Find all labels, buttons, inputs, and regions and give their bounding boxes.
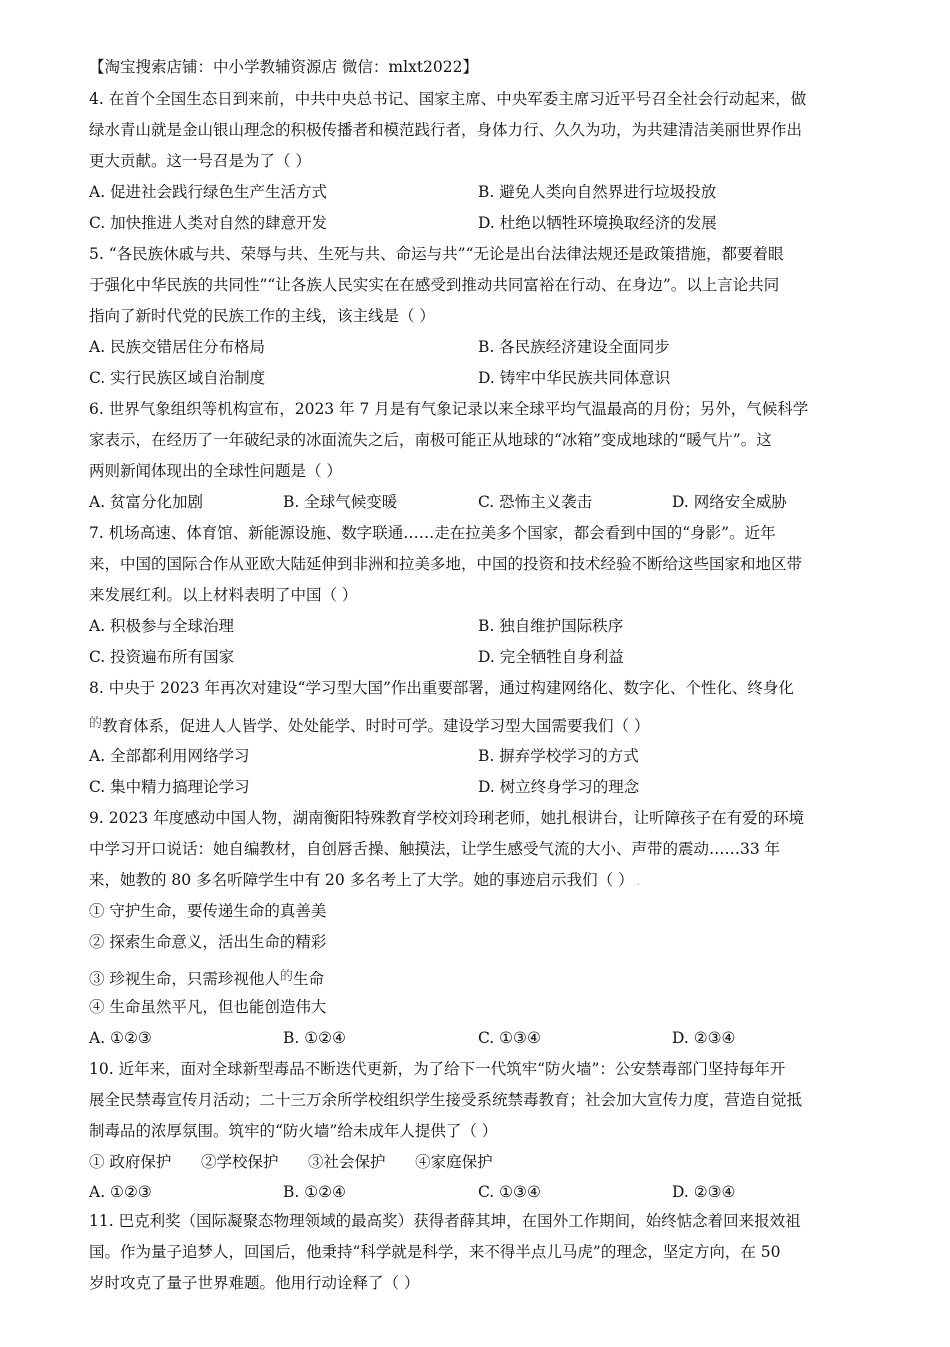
question-line: 更大贡献。这一号召是为了（ ） xyxy=(89,152,311,170)
question-line: 中学习开口说话：她自编教材，自创唇舌操、触摸法，让学生感受气流的大小、声带的震动……33 年 xyxy=(89,840,781,858)
option-d: D. 铸牢中华民族共同体意识 xyxy=(478,369,671,387)
question-4 xyxy=(89,84,861,239)
option-c: C. 恐怖主义袭击 xyxy=(478,493,593,511)
question-line-text: 来，她教的 80 多名听障学生中有 20 多名考上了大学。她的事迹启示我们（ ） xyxy=(89,871,634,889)
question-line: 11. 巴克利奖（国际凝聚态物理领域的最高奖）获得者薛其坤，在国外工作期间，始终惦念着回来报效祖 xyxy=(89,1212,801,1230)
question-10 xyxy=(89,1054,861,1206)
option-c: C. ①③④ xyxy=(478,1029,541,1047)
question-8 xyxy=(89,673,861,803)
option-c: C. 集中精力搞理论学习 xyxy=(89,778,250,796)
statement-2: ② 探索生命意义，活出生命的精彩 xyxy=(89,933,327,951)
stray-dot: . xyxy=(633,877,640,888)
question-line: 制毒品的浓厚氛围。筑牢的“防火墙”给未成年人提供了（ ） xyxy=(89,1122,498,1140)
option-b: B. 独自维护国际秩序 xyxy=(478,617,624,635)
question-line: 4. 在首个全国生态日到来前，中共中央总书记、国家主席、中央军委主席习近平号召全社会行动起来，做 xyxy=(89,90,807,108)
statement-4: ④ 生命虽然平凡，但也能创造伟大 xyxy=(89,998,327,1016)
option-a: A. 促进社会践行绿色生产生活方式 xyxy=(89,183,328,201)
option-d: D. ②③④ xyxy=(672,1029,736,1047)
option-a: A. 积极参与全球治理 xyxy=(89,617,235,635)
option-b: B. ①②④ xyxy=(283,1029,346,1047)
option-b: B. 全球气候变暖 xyxy=(283,493,398,511)
option-d: D. 树立终身学习的理念 xyxy=(478,778,640,796)
question-11 xyxy=(89,1206,861,1299)
option-d: D. ②③④ xyxy=(672,1183,736,1201)
question-7 xyxy=(89,518,861,673)
question-line: 9. 2023 年度感动中国人物，湖南衡阳特殊教育学校刘玲琍老师，她扎根讲台，让听障孩子在有爱的环境 xyxy=(89,809,805,827)
question-line-with-stray xyxy=(89,704,861,741)
statement-1: ① 守护生命，要传递生命的真善美 xyxy=(89,902,327,920)
options-row xyxy=(89,177,861,208)
page-header: 【淘宝搜索店铺：中小学教辅资源店 微信：mlxt2022】 xyxy=(89,58,479,76)
question-line: 岁时攻克了量子世界难题。他用行动诠释了（ ） xyxy=(89,1274,420,1292)
question-line: 国。作为量子追梦人，回国后，他秉持“科学就是科学，来不得半点儿马虎”的理念，坚定方向，在 50 xyxy=(89,1243,781,1261)
stray-char: 的 xyxy=(89,716,103,731)
option-a: A. 贫富分化加剧 xyxy=(89,493,204,511)
option-d: D. 杜绝以牺牲环境换取经济的发展 xyxy=(478,214,717,232)
option-a: A. 民族交错居住分布格局 xyxy=(89,338,266,356)
option-b: B. 摒弃学校学习的方式 xyxy=(478,747,639,765)
options-row xyxy=(89,741,861,772)
statements-row: ① 政府保护 ②学校保护 ③社会保护 ④家庭保护 xyxy=(89,1153,493,1171)
option-c: C. ①③④ xyxy=(478,1183,541,1201)
question-line: 5. “各民族休戚与共、荣辱与共、生死与共、命运与共”“无论是出台法律法规还是政策措施，都要着眼 xyxy=(89,245,784,263)
options-row xyxy=(89,1178,861,1206)
question-9 xyxy=(89,803,861,1054)
options-row xyxy=(89,208,861,239)
question-line: 来发展红利。以上材料表明了中国（ ） xyxy=(89,586,358,604)
option-c: C. 加快推进人类对自然的肆意开发 xyxy=(89,214,328,232)
options-row xyxy=(89,772,861,803)
question-line: 于强化中华民族的共同性”“让各族人民实实在在感受到推动共同富裕在行动、在身边”。以上言论共同 xyxy=(89,276,780,294)
question-line: 6. 世界气象组织等机构宣布，2023 年 7 月是有气象记录以来全球平均气温最高的月份；另外，气候科学 xyxy=(89,400,809,418)
options-row xyxy=(89,363,861,394)
options-row xyxy=(89,487,861,518)
option-a: A. 全部都利用网络学习 xyxy=(89,747,250,765)
question-line: 展全民禁毒宣传月活动；二十三万余所学校组织学生接受系统禁毒教育；社会加大宣传力度，营造自觉抵 xyxy=(89,1091,803,1109)
statement-3-tail: 生命 xyxy=(292,970,324,988)
option-a: A. ①②③ xyxy=(89,1183,152,1201)
question-line: 两则新闻体现出的全球性问题是（ ） xyxy=(89,462,342,480)
options-row xyxy=(89,611,861,642)
options-row xyxy=(89,642,861,673)
question-line: 7. 机场高速、体育馆、新能源设施、数字联通……走在拉美多个国家，都会看到中国的“身影”。近年 xyxy=(89,524,776,542)
option-d: D. 网络安全威胁 xyxy=(672,493,787,511)
option-b: B. 各民族经济建设全面同步 xyxy=(478,338,670,356)
options-row xyxy=(89,1023,861,1054)
question-5 xyxy=(89,239,861,394)
options-row xyxy=(89,332,861,363)
question-line: 来，中国的国际合作从亚欧大陆延伸到非洲和拉美多地，中国的投资和技术经验不断给这些国家和地区带 xyxy=(89,555,803,573)
question-line: 绿水青山就是金山银山理念的积极传播者和模范践行者，身体力行、久久为功，为共建清洁美丽世界作出 xyxy=(89,121,803,139)
option-c: C. 实行民族区域自治制度 xyxy=(89,369,266,387)
statement-3-text: ③ 珍视生命，只需珍视他人 xyxy=(89,970,280,988)
option-b: B. ①②④ xyxy=(283,1183,346,1201)
statement-3 xyxy=(89,958,861,992)
question-line: 8. 中央于 2023 年再次对建设“学习型大国”作出重要部署，通过构建网络化、数字化、个性化、终身化 xyxy=(89,679,794,697)
option-c: C. 投资遍布所有国家 xyxy=(89,648,235,666)
option-b: B. 避免人类向自然界进行垃圾投放 xyxy=(478,183,717,201)
question-6 xyxy=(89,394,861,518)
question-line: 指向了新时代党的民族工作的主线，该主线是（ ） xyxy=(89,307,435,325)
question-line: 教育体系，促进人人皆学、处处能学、时时可学。建设学习型大国需要我们（ ） xyxy=(102,717,650,735)
exam-page xyxy=(89,54,861,1299)
stray-char: 的 xyxy=(279,969,293,984)
question-line xyxy=(89,865,861,896)
option-d: D. 完全牺牲自身利益 xyxy=(478,648,624,666)
question-line: 10. 近年来，面对全球新型毒品不断迭代更新，为了给下一代筑牢“防火墙”：公安禁毒部门坚持每年开 xyxy=(89,1060,786,1078)
option-a: A. ①②③ xyxy=(89,1029,152,1047)
question-line: 家表示，在经历了一年破纪录的冰面流失之后，南极可能正从地球的“冰箱”变成地球的“暖气片”。这 xyxy=(89,431,772,449)
